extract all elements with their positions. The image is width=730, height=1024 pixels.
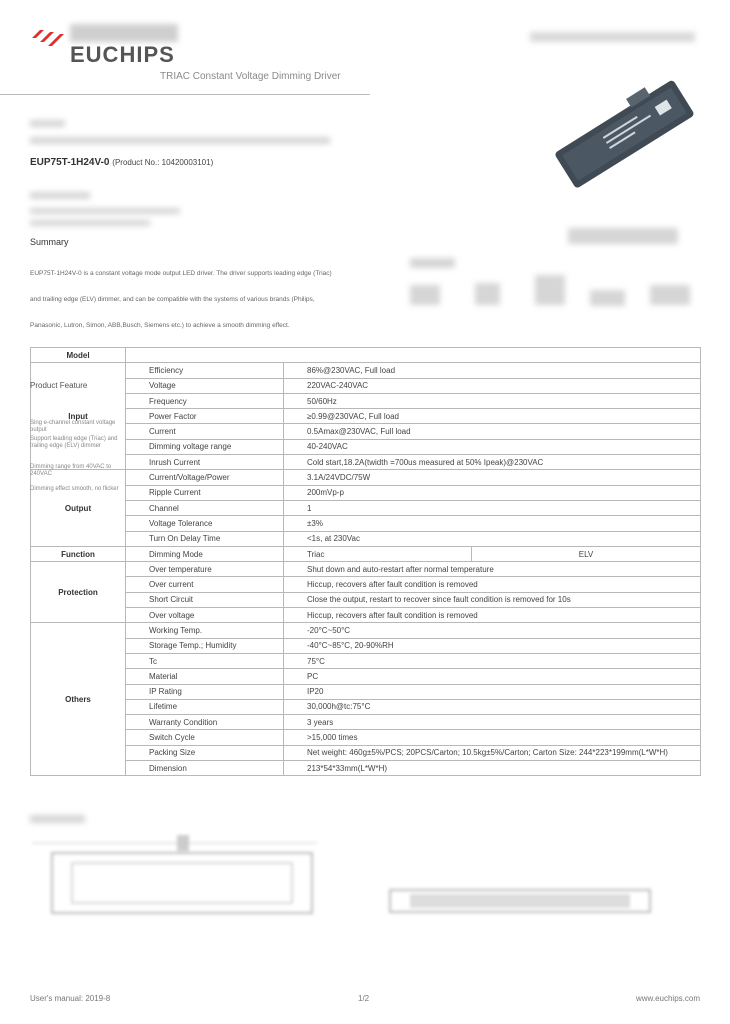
param-cell: IP Rating (126, 684, 284, 699)
param-cell: Dimension (126, 761, 284, 776)
value-cell: Cold start,18.2A(twidth =700us measured at 50% Ipeak)@230VAC (284, 455, 701, 470)
param-cell: Voltage (126, 378, 284, 393)
value-cell: 86%@230VAC, Full load (284, 363, 701, 378)
value-cell: IP20 (284, 684, 701, 699)
value-cell: ±3% (284, 516, 701, 531)
value-cell: Hiccup, recovers after fault condition is removed (284, 608, 701, 623)
blur-block (410, 258, 455, 268)
table-row (31, 531, 701, 546)
document-title: TRIAC Constant Voltage Dimming Driver (160, 71, 341, 82)
feature-item: Support leading edge (Triac) and trailing edge (ELV) dimmer (30, 436, 118, 449)
param-cell: Inrush Current (126, 455, 284, 470)
table-row (31, 546, 701, 561)
group-cell: Others (31, 623, 126, 776)
table-row (31, 608, 701, 623)
value-cell: Triac (284, 546, 472, 561)
param-cell: Current (126, 424, 284, 439)
blur-block (30, 815, 85, 823)
value-cell: 3.1A/24VDC/75W (284, 470, 701, 485)
param-cell: Frequency (126, 393, 284, 408)
model-name: EUP75T-1H24V-0 (30, 157, 110, 168)
group-cell: Input (31, 363, 126, 470)
feature-icon-blur (410, 285, 440, 305)
value-cell: PC (284, 669, 701, 684)
table-row (31, 761, 701, 776)
table-row (31, 500, 701, 515)
table-row (31, 638, 701, 653)
brand-logo-icon (30, 26, 70, 48)
param-cell: Warranty Condition (126, 715, 284, 730)
value-cell-secondary: ELV (472, 546, 701, 561)
table-row (31, 439, 701, 454)
value-cell: Close the output, restart to recover since fault condition is removed for 10s (284, 592, 701, 607)
param-cell: Ripple Current (126, 485, 284, 500)
logo-text: EUCHIPS (70, 42, 175, 67)
param-cell: Packing Size (126, 745, 284, 760)
table-row (31, 393, 701, 408)
feature-icon-blur (650, 285, 690, 305)
table-row (31, 378, 701, 393)
group-cell: Function (31, 546, 126, 561)
logo-blur (70, 24, 178, 42)
feature-icon-blur (590, 290, 625, 306)
table-row (31, 516, 701, 531)
param-cell: Power Factor (126, 409, 284, 424)
summary-line: Panasonic, Lutron, Simon, ABB,Busch, Siemens etc.) to achieve a smooth dimming effect. (30, 322, 290, 329)
table-row (31, 623, 701, 638)
value-cell: Hiccup, recovers after fault condition is removed (284, 577, 701, 592)
param-cell: Tc (126, 653, 284, 668)
value-cell: Shut down and auto-restart after normal temperature (284, 562, 701, 577)
dimension-drawing-top (32, 835, 317, 925)
product-photo-icon (545, 65, 705, 205)
spec-table (30, 347, 701, 776)
table-row (31, 684, 701, 699)
param-cell: Lifetime (126, 699, 284, 714)
blur-block (30, 220, 150, 226)
value-cell: 0.5Amax@230VAC, Full load (284, 424, 701, 439)
table-row (31, 577, 701, 592)
group-cell: Output (31, 470, 126, 546)
feature-item: Sing e-channel constant voltage output (30, 420, 116, 433)
feature-heading: Product Feature (30, 381, 88, 390)
table-row (31, 730, 701, 745)
value-cell: 213*54*33mm(L*W*H) (284, 761, 701, 776)
model-title (30, 157, 213, 168)
param-cell: Turn On Delay Time (126, 531, 284, 546)
table-row (31, 470, 701, 485)
feature-item: Dimming range from 40VAC to 240VAC (30, 464, 112, 477)
value-cell: 50/60Hz (284, 393, 701, 408)
footer-website: www.euchips.com (635, 994, 700, 1003)
table-row (31, 745, 701, 760)
table-row (31, 592, 701, 607)
model-value-cell (126, 348, 701, 363)
dimension-drawing-side (380, 880, 660, 920)
param-cell: Over current (126, 577, 284, 592)
value-cell: 30,000h@tc:75°C (284, 699, 701, 714)
param-cell: Over temperature (126, 562, 284, 577)
value-cell: -20°C~50°C (284, 623, 701, 638)
value-cell: Net weight: 460g±5%/PCS; 20PCS/Carton; 10.5kg±5%/Carton; Carton Size: 244*223*199mm(L*W*H) (284, 745, 701, 760)
value-cell: 40-240VAC (284, 439, 701, 454)
feature-icon-blur (475, 283, 500, 305)
table-row (31, 715, 701, 730)
table-row (31, 363, 701, 378)
blur-block (30, 137, 330, 144)
value-cell: 75°C (284, 653, 701, 668)
table-row (31, 669, 701, 684)
param-cell: Working Temp. (126, 623, 284, 638)
value-cell: 220VAC-240VAC (284, 378, 701, 393)
blur-block (30, 120, 65, 127)
model-label-cell: Model (31, 348, 126, 363)
value-cell: >15,000 times (284, 730, 701, 745)
footer-page-number: 1/2 (358, 994, 370, 1003)
value-cell: -40°C~85°C, 20-90%RH (284, 638, 701, 653)
blur-block (30, 192, 90, 199)
product-number: (Product No.: 10420003101) (112, 158, 214, 167)
table-row (31, 485, 701, 500)
param-cell: Storage Temp.; Humidity (126, 638, 284, 653)
param-cell: Dimming Mode (126, 546, 284, 561)
value-cell: ≥0.99@230VAC, Full load (284, 409, 701, 424)
value-cell: 3 years (284, 715, 701, 730)
summary-line: EUP75T-1H24V-0 is a constant voltage mode output LED driver. The driver supports leading edge (Triac) (30, 270, 332, 277)
param-cell: Switch Cycle (126, 730, 284, 745)
table-row (31, 409, 701, 424)
param-cell: Channel (126, 500, 284, 515)
param-cell: Efficiency (126, 363, 284, 378)
param-cell: Voltage Tolerance (126, 516, 284, 531)
certification-blur (568, 228, 678, 244)
feature-icon-blur (535, 275, 565, 305)
table-row (31, 424, 701, 439)
value-cell: 200mVp-p (284, 485, 701, 500)
group-cell: Protection (31, 562, 126, 623)
table-row (31, 699, 701, 714)
blur-block (30, 208, 180, 214)
footer-manual-date: User's manual: 2019-8 (30, 994, 111, 1003)
table-row (31, 562, 701, 577)
table-row (31, 455, 701, 470)
feature-item: Dimming effect smooth, no flicker (30, 486, 119, 492)
param-cell: Current/Voltage/Power (126, 470, 284, 485)
table-row (31, 653, 701, 668)
param-cell: Over voltage (126, 608, 284, 623)
param-cell: Dimming voltage range (126, 439, 284, 454)
header-right-blur (530, 32, 695, 42)
param-cell: Material (126, 669, 284, 684)
param-cell: Short Circuit (126, 592, 284, 607)
value-cell: 1 (284, 500, 701, 515)
summary-heading: Summary (30, 237, 69, 247)
value-cell: <1s, at 230Vac (284, 531, 701, 546)
summary-line: and trailing edge (ELV) dimmer, and can be compatible with the systems of various brands (Philips, (30, 296, 315, 303)
title-divider (0, 94, 370, 95)
